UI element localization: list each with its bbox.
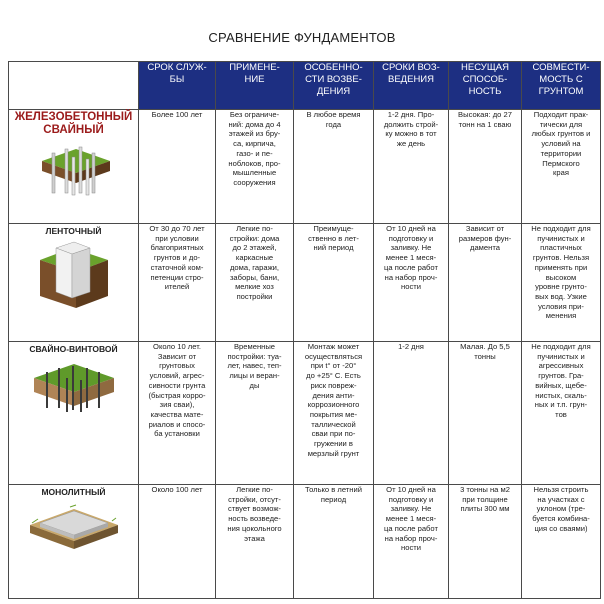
header-construction-features [294,62,374,110]
header-construction-time [374,62,449,110]
bearing-capacity-cell: Зависит от размеров фун- дамента [449,224,522,342]
service-life-cell: От 30 до 70 лет при условии благоприятных грунтов и до- статочной ком- петенции стро- ителей [139,224,216,342]
header-label: ПРИМЕНЕ- НИЕ [229,62,280,85]
service-life-cell: Около 10 лет. Зависит от грунтовых условий, агрес- сивности грунта (быстрая корро- зия сваи), качества мате- риалов и спосо- ба установки [139,342,216,485]
header-row [9,62,601,110]
construction-features-cell: Преимуще- ственно в лет- ний период [294,224,374,342]
monolithic-slab-illustration [26,499,122,553]
foundation-label-cell [9,342,139,485]
foundation-name: МОНОЛИТНЫЙ [41,487,106,497]
table-row [9,342,601,485]
application-cell: Временные постройки: туа- лет, навес, теп- лицы и веран- ды [216,342,294,485]
table-row [9,485,601,599]
construction-time-cell: От 10 дней на подготовку и заливку. Не менее 1 меся- ца после работ на набор проч- ности [374,224,449,342]
header-label: НЕСУЩАЯ СПОСОБ- НОСТЬ [461,62,509,97]
bearing-capacity-cell: Малая. До 5,5 тонны [449,342,522,485]
foundation-label-cell [9,224,139,342]
screw-pile-foundation-illustration [28,356,120,418]
table-row [9,224,601,342]
application-cell: Без ограниче- ний: дома до 4 этажей из бру- са, кирпича, газо- и пе- ноблоков, про- мышленные сооружения [216,110,294,224]
soil-compatibility-cell: Нельзя строить на участках с уклоном (тре- буется комбина- ция со сваями) [522,485,601,599]
pile-foundation-illustration [32,139,116,199]
comparison-table [8,61,601,599]
header-label: ОСОБЕННО- СТИ ВОЗВЕ- ДЕНИЯ [304,62,363,97]
application-cell: Легкие по- стройки, отсут- ствует возмож- ность возведе- ния цокольного этажа [216,485,294,599]
strip-foundation-illustration [34,238,114,314]
foundation-name: СВАЙНО-ВИНТОВОЙ [29,344,118,354]
foundation-label-cell [9,485,139,599]
header-corner [9,62,139,110]
header-service-life [139,62,216,110]
foundation-name: ЖЕЛЕЗОБЕТОННЫЙ СВАЙНЫЙ [14,111,133,136]
construction-time-cell: 1-2 дня [374,342,449,485]
foundation-label-cell [9,110,139,224]
page-title: СРАВНЕНИЕ ФУНДАМЕНТОВ [208,30,396,45]
header-soil-compatibility [522,62,601,110]
header-application [216,62,294,110]
soil-compatibility-cell: Не подходит для пучинистых и агрессивных грунтов. Гра- вийных, щебе- нистых, скаль- ных и т.п. грун- тов [522,342,601,485]
service-life-cell: Около 100 лет [139,485,216,599]
bearing-capacity-cell: 3 тонны на м2 при толщине плиты 300 мм [449,485,522,599]
header-label: СРОКИ ВОЗ- ВЕДЕНИЯ [382,62,440,85]
header-bearing-capacity [449,62,522,110]
foundation-name: ЛЕНТОЧНЫЙ [45,226,102,236]
construction-features-cell: Только в летний период [294,485,374,599]
header-label: СОВМЕСТИ- МОСТЬ С ГРУНТОМ [532,62,590,97]
table-row [9,110,601,224]
bearing-capacity-cell: Высокая: до 27 тонн на 1 сваю [449,110,522,224]
soil-compatibility-cell: Подходит прак- тически для любых грунтов и условий на территории Пермского края [522,110,601,224]
construction-time-cell: От 10 дней на подготовку и заливку. Не менее 1 меся- ца после работ на набор проч- ности [374,485,449,599]
construction-features-cell: В любое время года [294,110,374,224]
service-life-cell: Более 100 лет [139,110,216,224]
construction-features-cell: Монтаж может осуществляться при t° от -20° до +25° С. Есть риск повреж- дения анти- коррозионного покрытия ме- таллической сваи при по- гружении в мерзлый грунт [294,342,374,485]
application-cell: Легкие по- стройки: дома до 2 этажей, каркасные дома, гаражи, заборы, бани, мелкие хоз постройки [216,224,294,342]
construction-time-cell: 1-2 дня. Про- должить строй- ку можно в тот же день [374,110,449,224]
header-label: СРОК СЛУЖ- БЫ [147,62,207,85]
soil-compatibility-cell: Не подходит для пучинистых и пластичных грунтов. Нельзя применять при высоком уровне грунто- вых вод. Узкие условия при- менения [522,224,601,342]
